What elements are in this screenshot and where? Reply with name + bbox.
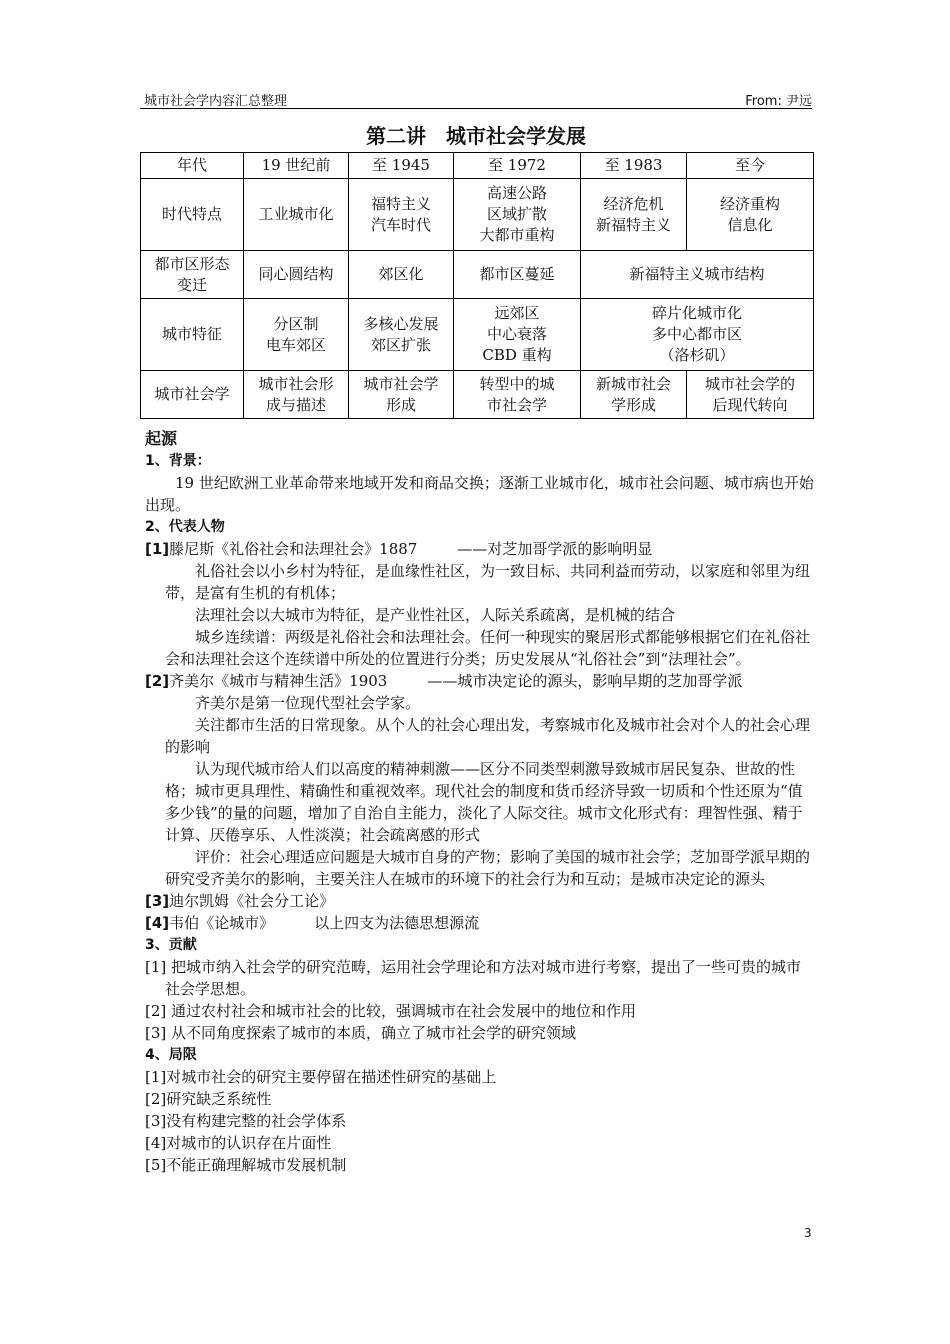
table-row-city-features	[141, 299, 814, 371]
background-paragraph: 19 世纪欧洲工业革命带来地域开发和商品交换；逐渐工业城市化，城市社会问题、城市病也开始出现。	[145, 474, 814, 514]
cell-line: 电车郊区	[265, 335, 326, 354]
table-row-label: 城市特征	[141, 299, 244, 371]
cell-line: 多中心都市区	[651, 325, 742, 343]
cell-line: 城市社会学的	[704, 374, 795, 393]
table-header-cell: 年代	[141, 153, 244, 179]
ref-title: 迪尔凯姆《社会分工论》	[169, 892, 335, 910]
ref-note: ——城市决定论的源头，影响早期的芝加哥学派	[427, 672, 743, 690]
table-cell	[687, 371, 814, 419]
ref-title: 齐美尔《城市与精神生活》1903	[169, 672, 388, 690]
cell-line: 经济重构	[719, 194, 780, 213]
cell-line: 碎片化城市化	[651, 304, 742, 322]
paragraph: 认为现代城市给人们以高度的精神刺激——区分不同类型刺激导致城市居民复杂、世故的性格；城市更具理性、精确性和重视效率。现代社会的制度和货币经济导致一切质和个性还原为“值多少钱”的量的问题，增加了自治自主能力，淡化了人际交往。城市文化形式有：理智性强、精于计算、厌倦享乐、人性淡漠；社会疏离感的形式	[165, 760, 803, 844]
cell-line: 汽车时代	[370, 215, 431, 234]
subsection-heading-representatives: 2、代表人物	[145, 519, 225, 535]
ref-number: [3]	[145, 892, 170, 910]
subsection-heading-limitations: 4、局限	[145, 1047, 197, 1063]
table-row-header	[141, 153, 814, 179]
table-header-cell: 至今	[687, 153, 814, 179]
table-row-label	[141, 251, 244, 299]
table-cell: 都市区蔓延	[454, 251, 581, 299]
cell-line: 城市社会形	[258, 374, 334, 393]
table-cell	[349, 299, 454, 371]
cell-line: 区域扩散	[486, 205, 547, 223]
list-item: [1]对城市社会的研究主要停留在描述性研究的基础上	[145, 1068, 497, 1086]
table-row-era-features	[141, 179, 814, 251]
header-doc-title: 城市社会学内容汇总整理	[144, 94, 288, 109]
reference-simmel	[145, 670, 815, 692]
table-cell	[454, 371, 581, 419]
cell-line: 新城市社会	[595, 374, 671, 393]
cell-line: CBD 重构	[482, 346, 552, 364]
table-cell	[244, 371, 349, 419]
cell-line: 转型中的城	[479, 374, 555, 393]
section-heading: 起源	[145, 429, 178, 448]
table-header-cell: 至 1983	[581, 153, 687, 179]
ref-number: [4]	[145, 914, 170, 932]
list-item: [5]不能正确理解城市发展机制	[145, 1156, 347, 1174]
table-row-urban-sociology	[141, 371, 814, 419]
cell-line: 学形成	[610, 395, 656, 414]
table-cell	[581, 179, 687, 251]
ref-note: 以上四支为法德思想源流	[314, 914, 480, 932]
list-item: [3] 从不同角度探索了城市的本质，确立了城市社会学的研究领域	[145, 1024, 577, 1042]
reference-tonnies	[145, 538, 815, 560]
table-cell	[349, 371, 454, 419]
cell-line: 远郊区	[494, 304, 540, 322]
cell-line: 大都市重构	[479, 226, 555, 244]
origin-section	[145, 428, 815, 1176]
table-cell	[454, 299, 581, 371]
subsection-heading-background: 1、背景：	[145, 453, 211, 469]
cell-line: 经济危机	[603, 194, 664, 213]
paragraph: 礼俗社会以小乡村为特征，是血缘性社区，为一致目标、共同利益而劳动，以家庭和邻里为纽带，是富有生机的有机体；	[165, 562, 811, 602]
list-item: [4]对城市的认识存在片面性	[145, 1134, 332, 1152]
cell-line: （洛杉矶）	[659, 346, 735, 364]
list-item: [3]没有构建完整的社会学体系	[145, 1112, 347, 1130]
ref-number: [1]	[145, 540, 170, 558]
reference-durkheim	[145, 890, 815, 912]
table-cell: 郊区化	[349, 251, 454, 299]
table-cell	[349, 179, 454, 251]
page-number: 3	[804, 1226, 812, 1240]
cell-line: 成与描述	[265, 395, 326, 414]
cell-line: 中心衰落	[486, 325, 547, 343]
lecture-title: 第二讲 城市社会学发展	[366, 124, 586, 148]
table-cell	[687, 179, 814, 251]
cell-line: 变迁	[176, 275, 207, 294]
table-header-cell: 至 1945	[349, 153, 454, 179]
paragraph: 评价：社会心理适应问题是大城市自身的产物；影响了美国的城市社会学；芝加哥学派早期的研究受齐美尔的影响，主要关注人在城市的环境下的社会行为和互动；是城市决定论的源头	[165, 848, 811, 888]
cell-line: 后现代转向	[712, 395, 788, 414]
table-row-metro-form	[141, 251, 814, 299]
table-cell: 同心圆结构	[244, 251, 349, 299]
paragraph: 关注都市生活的日常现象。从个人的社会心理出发，考察城市化及城市社会对个人的社会心理的影响	[165, 716, 811, 756]
table-cell: 工业城市化	[244, 179, 349, 251]
table-row-label: 城市社会学	[141, 371, 244, 419]
ref-title: 滕尼斯《礼俗社会和法理社会》1887	[169, 540, 418, 558]
table-cell	[454, 179, 581, 251]
list-item: [1] 把城市纳入社会学的研究范畴，运用社会学理论和方法对城市进行考察，提出了一些可贵的城市社会学思想。	[145, 958, 802, 998]
reference-weber	[145, 912, 815, 934]
table-row-label: 时代特点	[141, 179, 244, 251]
cell-line: 都市区形态	[154, 254, 230, 273]
table-header-cell: 19 世纪前	[244, 153, 349, 179]
ref-number: [2]	[145, 672, 170, 690]
list-item: [2]研究缺乏系统性	[145, 1090, 272, 1108]
table-header-cell: 至 1972	[454, 153, 581, 179]
table-cell	[244, 299, 349, 371]
cell-line: 城市社会学	[363, 374, 439, 393]
paragraph: 法理社会以大城市为特征，是产业性社区，人际关系疏离，是机械的结合	[195, 606, 676, 624]
subsection-heading-contributions: 3、贡献	[145, 937, 197, 953]
ref-note: ——对芝加哥学派的影响明显	[457, 540, 653, 558]
cell-line: 分区制	[273, 314, 319, 333]
paragraph: 齐美尔是第一位现代型社会学家。	[195, 694, 421, 712]
table-cell-merged: 新福特主义城市结构	[581, 251, 814, 299]
development-table	[140, 152, 814, 419]
cell-line: 信息化	[727, 215, 773, 234]
table-cell	[581, 371, 687, 419]
cell-line: 高速公路	[486, 184, 547, 202]
header-author: From: 尹远	[745, 94, 812, 109]
cell-line: 新福特主义	[595, 215, 671, 234]
page-header	[140, 88, 812, 109]
ref-title: 韦伯《论城市》	[169, 914, 275, 932]
cell-line: 市社会学	[486, 395, 547, 414]
paragraph: 城乡连续谱：两级是礼俗社会和法理社会。任何一种现实的聚居形式都能够根据它们在礼俗社会和法理社会这个连续谱中所处的位置进行分类；历史发展从“礼俗社会”到“法理社会”。	[165, 628, 811, 668]
cell-line: 福特主义	[370, 194, 431, 213]
cell-line: 形成	[385, 395, 416, 414]
list-item: [2] 通过农村社会和城市社会的比较，强调城市在社会发展中的地位和作用	[145, 1002, 637, 1020]
table-cell-merged	[581, 299, 814, 371]
cell-line: 多核心发展	[363, 314, 439, 333]
cell-line: 郊区扩张	[370, 335, 431, 354]
